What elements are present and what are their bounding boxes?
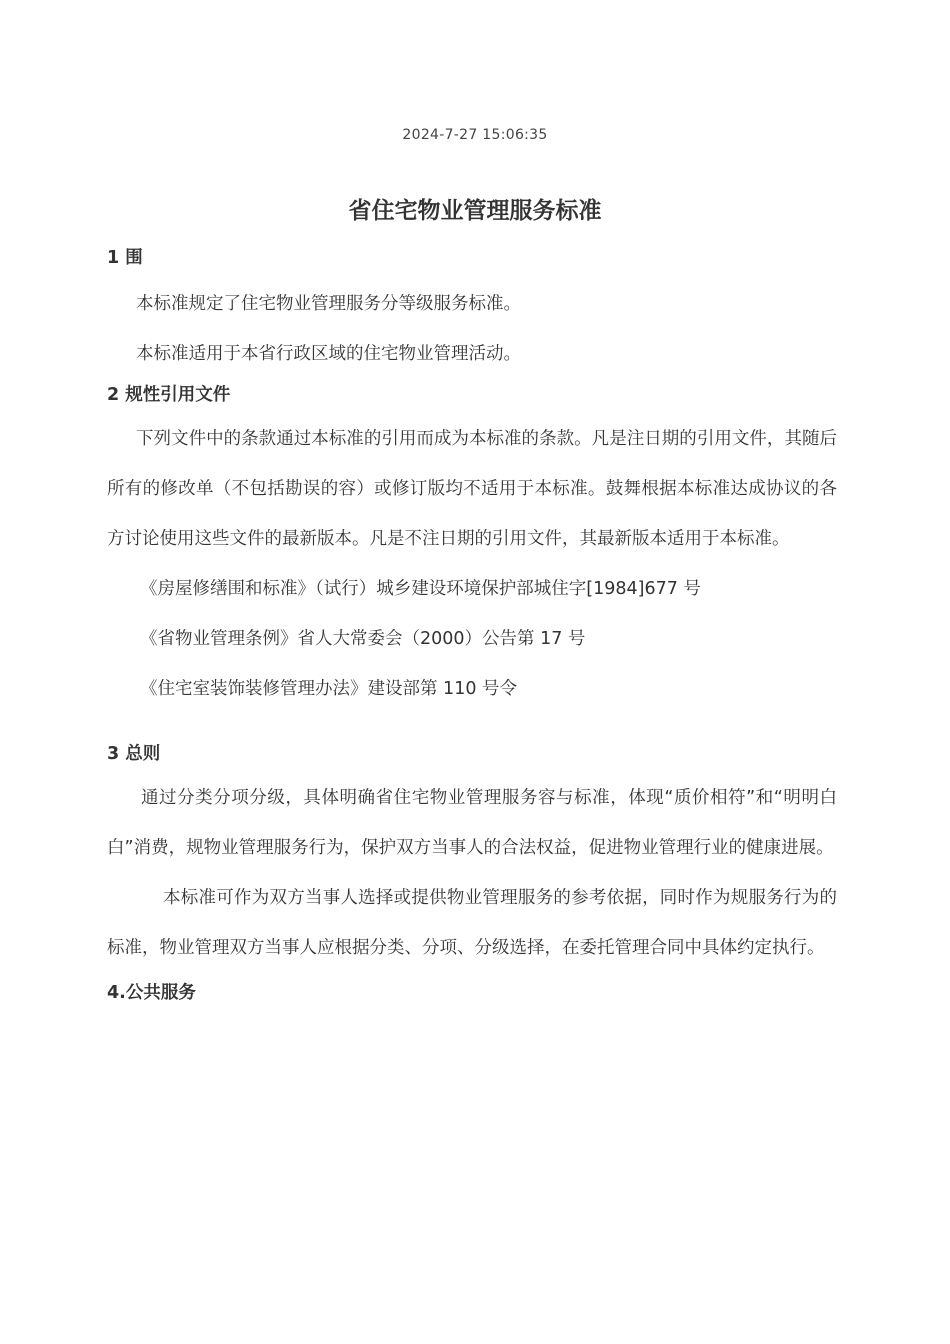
print-timestamp: 2024-7-27 15:06:35 — [402, 127, 548, 143]
paragraph: 本标准可作为双方当事人选择或提供物业管理服务的参考依据，同时作为规服务行为的标准，物业管理双方当事人应根据分类、分项、分级选择，在委托管理合同中具体约定执行。 — [107, 888, 837, 958]
reference-item: 《省物业管理条例》省人大常委会（2000）公告第 17 号 — [140, 629, 586, 649]
section-normative-references — [107, 377, 837, 714]
paragraph: 通过分类分项分级，具体明确省住宅物业管理服务容与标准，体现“质价相符”和“明明白白”消费，规物业管理服务行为，保护双方当事人的合法权益，促进物业管理行业的健康进展。 — [107, 788, 837, 858]
section-scope — [107, 240, 837, 379]
paragraph: 下列文件中的条款通过本标准的引用而成为本标准的条款。凡是注日期的引用文件，其随后所有的修改单（不包括勘误的容）或修订版均不适用于本标准。鼓舞根据本标准达成协议的各方讨论使用这些文件的最新版本。凡是不注日期的引用文件，其最新版本适用于本标准。 — [107, 429, 837, 549]
section-public-services — [107, 975, 837, 1011]
document-title: 省住宅物业管理服务标准 — [348, 198, 602, 224]
section-heading: 3 总则 — [107, 744, 161, 764]
section-heading: 1 围 — [107, 248, 143, 268]
section-general — [107, 736, 837, 973]
reference-item: 《住宅室装饰装修管理办法》建设部第 110 号令 — [140, 679, 518, 699]
section-heading: 4.公共服务 — [107, 983, 196, 1003]
document-body — [107, 240, 837, 1011]
reference-item: 《房屋修缮围和标准》（试行）城乡建设环境保护部城住字[1984]677 号 — [140, 579, 701, 599]
section-heading: 2 规性引用文件 — [107, 385, 231, 405]
paragraph: 本标准适用于本省行政区域的住宅物业管理活动。 — [136, 344, 521, 364]
paragraph: 本标准规定了住宅物业管理服务分等级服务标准。 — [136, 294, 521, 314]
